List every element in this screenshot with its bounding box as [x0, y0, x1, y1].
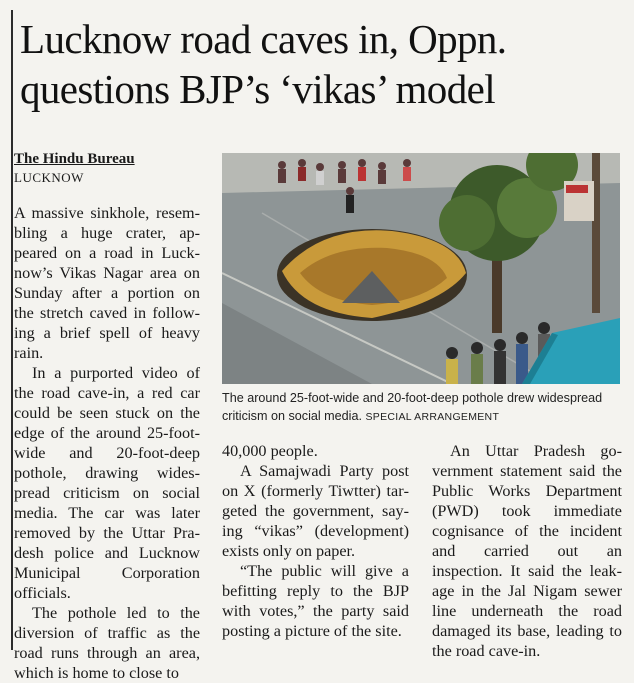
- photo-credit: SPECIAL ARRANGEMENT: [365, 411, 500, 423]
- paragraph-3-start: The pothole led to the diversion of traffic as the road runs through an area, which is home to close to: [14, 604, 200, 682]
- paragraph-6: An Uttar Pradesh government statement said the Public Works Department (PWD) took immediate cognisance of the incident and carried out an inspection. It said the leakage in the Jal Nigam sewer line underneath the road damaged its base, leading to the road cave-in.: [432, 442, 622, 660]
- paragraph-1: A massive sinkhole, resembling a huge crater, appeared on a road in Lucknow’s Vikas Nagar area on Sunday after a portion on the stretch caved in following a brief spell of heavy rain.: [14, 204, 200, 362]
- photo-caption: [222, 389, 622, 426]
- paragraph-3-end: 40,000 people.: [222, 442, 318, 460]
- headline: [20, 14, 620, 114]
- dateline: LUCKNOW: [14, 170, 84, 185]
- headline-line-2: questions BJP’s ‘vikas’ model: [20, 66, 495, 112]
- paragraph-2: In a purported video of the road cave-in, a red car could be seen stuck on the edge of the around 25-foot-wide and 20-foot-deep pothole, drawing widespread criticism on social media. The car was later removed by the Uttar Pradesh police and Lucknow Municipal Corporation officials.: [14, 364, 200, 602]
- text-column-2: [222, 441, 409, 641]
- column-rule: [11, 10, 13, 650]
- paragraph-5: “The public will give a befitting reply to the BJP with votes,” the party said posting a picture of the site.: [222, 562, 409, 640]
- byline-block: [14, 150, 214, 186]
- text-column-1: [14, 203, 200, 683]
- sinkhole-photo-illustration: [222, 153, 620, 384]
- headline-line-1: Lucknow road caves in, Oppn.: [20, 16, 507, 62]
- news-photo: [222, 153, 620, 384]
- caption-text: The around 25-foot-wide and 20-foot-deep pothole drew widespread criticism on social media.: [222, 391, 603, 423]
- text-column-3: [432, 441, 622, 661]
- byline: The Hindu Bureau: [14, 151, 135, 167]
- paragraph-4: A Samajwadi Party post on X (formerly Tiwtter) targeted the government, saying “vikas” (development) exists only on paper.: [222, 462, 409, 560]
